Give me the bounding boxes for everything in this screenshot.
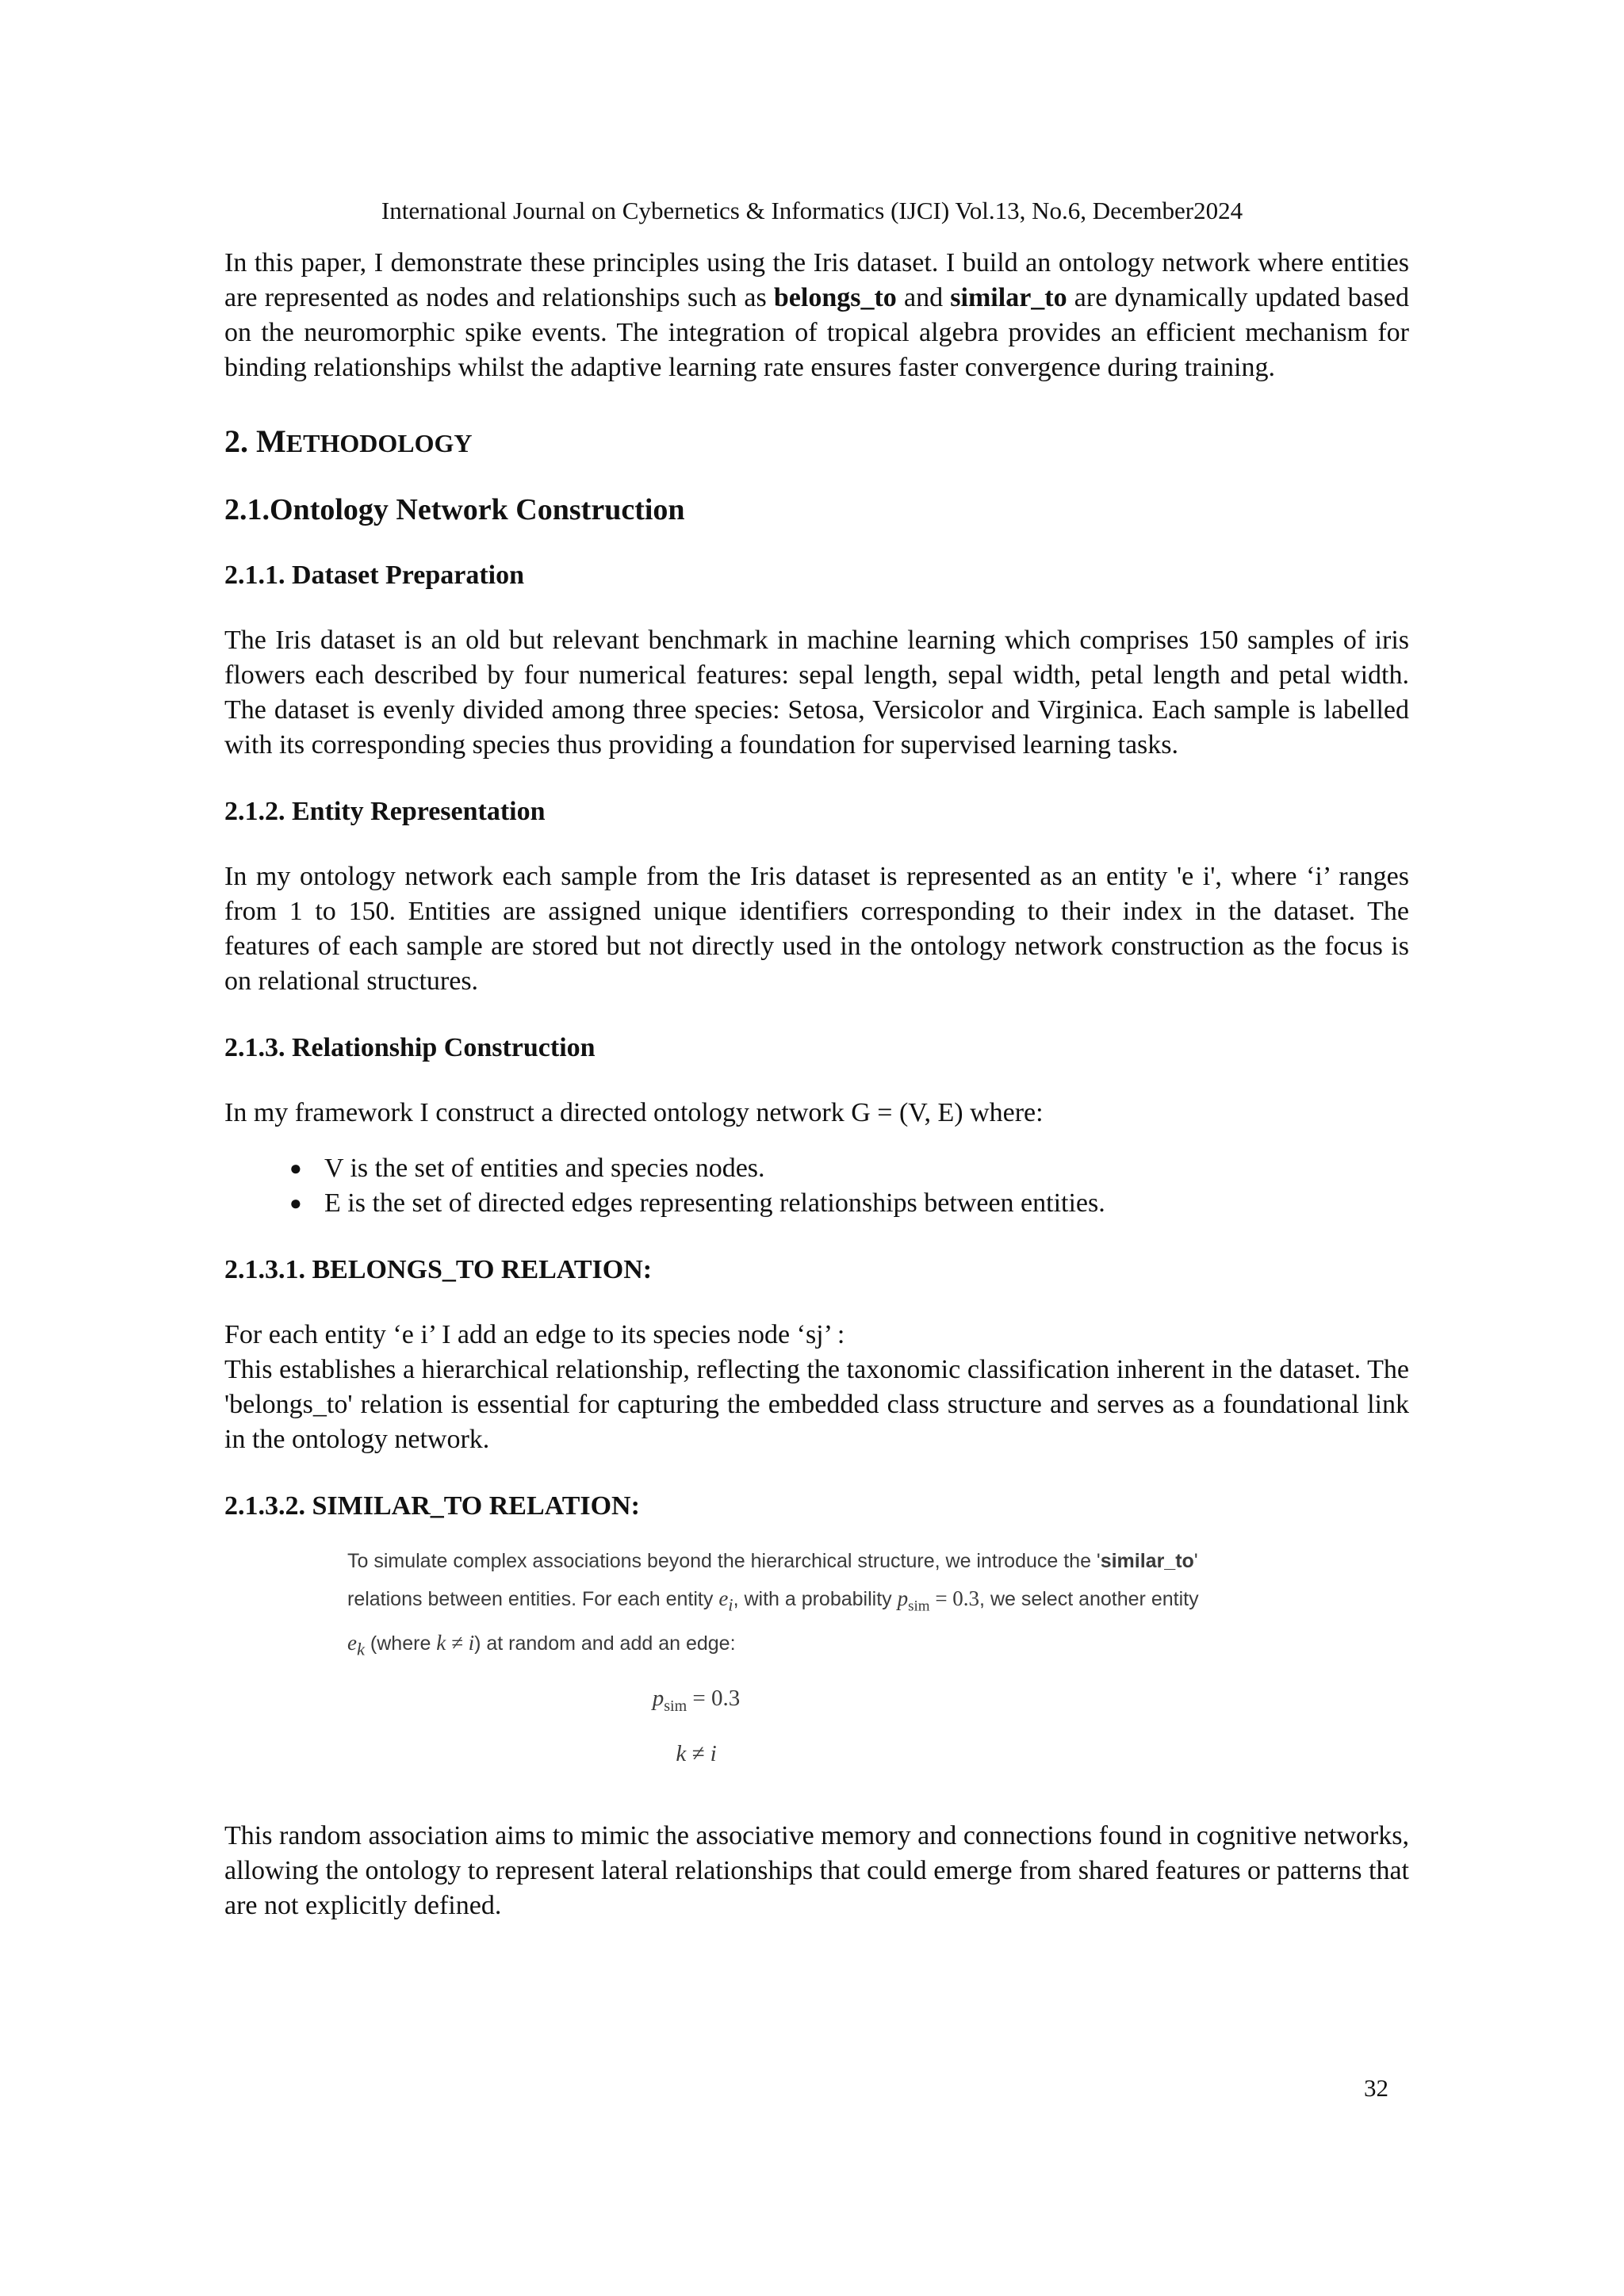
math-value: = 0.3	[687, 1685, 741, 1711]
excerpt-line	[347, 1543, 1267, 1580]
subsection-heading-2-1: 2.1.Ontology Network Construction	[224, 493, 685, 526]
math-var: p	[652, 1685, 665, 1711]
subsection-heading-2-1-3-2: 2.1.3.2. SIMILAR_TO RELATION:	[224, 1491, 640, 1521]
page-body	[224, 246, 1409, 1923]
list-item	[224, 1186, 1409, 1221]
math-var: e	[347, 1631, 357, 1655]
excerpt-text: ) at random and add an edge:	[474, 1632, 736, 1655]
equation-psim	[236, 1674, 1156, 1730]
similar-to-term: similar_to	[950, 283, 1067, 312]
excerpt-text: relations between entities. For each entity	[347, 1588, 719, 1610]
math-subscript: i	[728, 1594, 733, 1615]
excerpt-bold-term: similar_to	[1100, 1550, 1194, 1572]
intro-text-2: and	[896, 283, 951, 312]
excerpt-text: (where	[364, 1632, 437, 1655]
math-expression: k ≠ i	[436, 1631, 475, 1655]
entity-representation-paragraph: In my ontology network each sample from the Iris dataset is represented as an entity 'e i', where ‘i’ ranges from 1 to 150. Entities are assigned unique identifiers corresponding to their index in the dataset. The features of each sample are stored but not directly used in the ontology network construction as the focus is on relational structures.	[224, 862, 1409, 996]
list-item	[224, 1151, 1409, 1186]
bullet-icon: ●	[289, 1157, 302, 1180]
excerpt-line	[347, 1624, 1267, 1667]
excerpt-line	[347, 1580, 1267, 1624]
page-number: 32	[1364, 2074, 1388, 2102]
subsection-heading-2-1-2: 2.1.2. Entity Representation	[224, 797, 546, 826]
excerpt-text: '	[1193, 1550, 1198, 1572]
bullet-icon: ●	[289, 1192, 302, 1215]
belongs-to-term: belongs_to	[773, 283, 897, 312]
excerpt-text: To simulate complex associations beyond the hierarchical structure, we introduce the '	[347, 1550, 1101, 1572]
dataset-preparation-paragraph: The Iris dataset is an old but relevant benchmark in machine learning which comprises 150 samples of iris flowers each described by four numerical features: sepal length, sepal width, petal length and petal width. The dataset is evenly divided among three species: Setosa, Versicolor and Virginica. Each sample is labelled with its corresponding species thus providing a foundation for supervised learning tasks.	[224, 626, 1409, 760]
list-item-text: V is the set of entities and species nodes.	[324, 1154, 765, 1183]
intro-text-3: are dynamically updated based on the neuromorphic spike events. The integration of tropical algebra provides an efficient mechanism for binding relationships whilst the adaptive learning rate ensures faster convergence during training.	[224, 283, 1409, 382]
journal-header: International Journal on Cybernetics & Informatics (IJCI) Vol.13, No.6, December2024	[381, 197, 1243, 224]
subsection-heading-2-1-1: 2.1.1. Dataset Preparation	[224, 561, 525, 590]
math-subscript: k	[356, 1639, 365, 1659]
intro-paragraph	[224, 246, 1409, 385]
intro-text-1: In this paper, I demonstrate these principles using the Iris dataset. I build an ontology network where entities are represented as nodes and relationships such as	[224, 248, 1409, 312]
math-symbol	[347, 1631, 365, 1659]
list-item-text: E is the set of directed edges representing relationships between entities.	[324, 1188, 1105, 1218]
math-subscript: sim	[664, 1697, 688, 1715]
relationship-construction-paragraph: In my framework I construct a directed ontology network G = (V, E) where:	[224, 1098, 1044, 1127]
embedded-similar-to-excerpt	[347, 1543, 1267, 1777]
math-subscript: sim	[908, 1598, 930, 1615]
math-symbol	[718, 1586, 733, 1615]
section-heading-methodology	[224, 422, 1409, 463]
math-expression	[897, 1586, 980, 1615]
math-var: p	[897, 1586, 909, 1610]
subsection-heading-2-1-3-1: 2.1.3.1. BELONGS_TO RELATION:	[224, 1255, 653, 1284]
section-number: 2.	[224, 423, 256, 459]
equation-k-not-i: k ≠ i	[676, 1740, 717, 1766]
math-value: = 0.3	[929, 1586, 980, 1610]
similar-to-paragraph: This random association aims to mimic the associative memory and connections found in cognitive networks, allowing the ontology to represent lateral relationships that could emerge from shared features or patterns that are not explicitly defined.	[224, 1820, 1409, 1920]
graph-definition-list	[224, 1151, 1409, 1221]
excerpt-text: , we select another entity	[979, 1588, 1199, 1610]
excerpt-text: , with a probability	[733, 1588, 898, 1610]
section-title-initial: M	[256, 423, 286, 459]
math-var: e	[718, 1586, 729, 1610]
belongs-to-intro-line: For each entity ‘e i’ I add an edge to its species node ‘sj’ :	[224, 1320, 845, 1349]
subsection-heading-2-1-3: 2.1.3. Relationship Construction	[224, 1033, 596, 1062]
belongs-to-paragraph: This establishes a hierarchical relationship, reflecting the taxonomic classification inherent in the dataset. The 'belongs_to' relation is essential for capturing the embedded class structure and serves as a foundational link in the ontology network.	[224, 1355, 1409, 1454]
section-title-rest: ETHODOLOGY	[285, 429, 473, 457]
